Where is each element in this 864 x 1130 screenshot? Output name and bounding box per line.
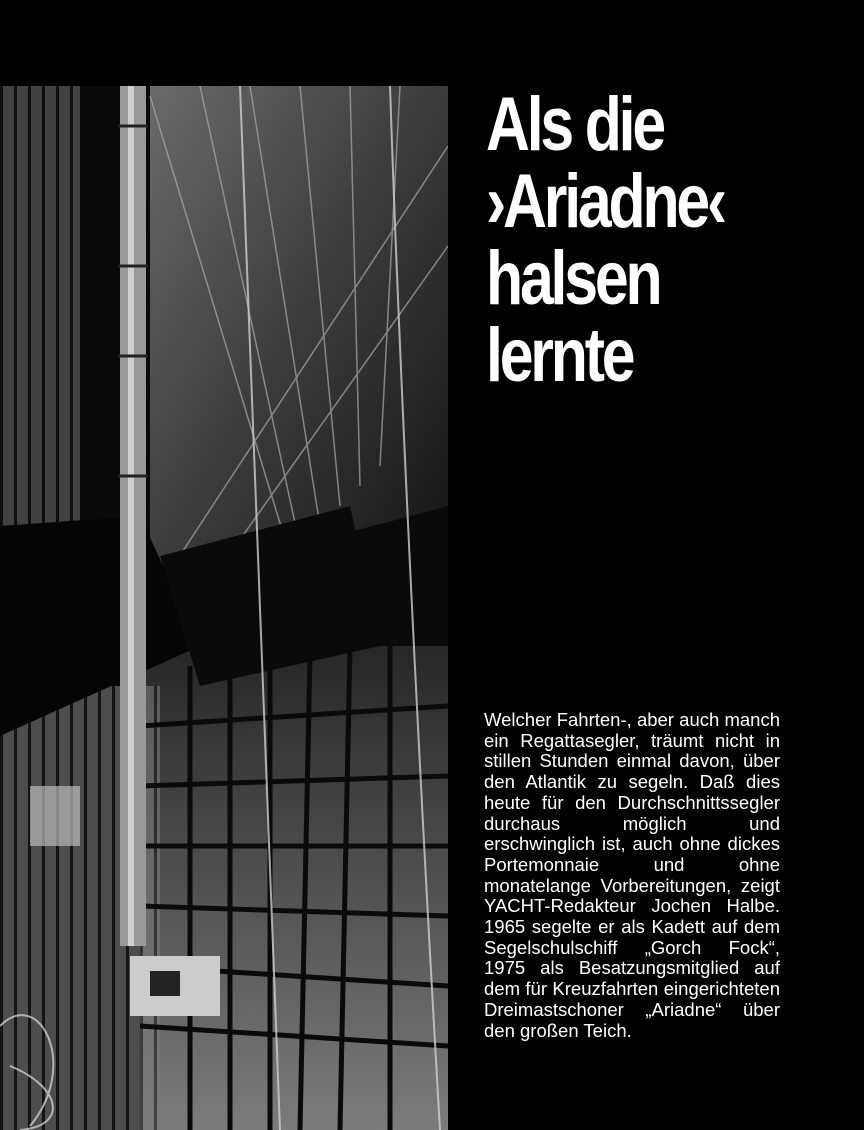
headline-line: ›Ariadne‹ bbox=[486, 159, 725, 244]
teaser-paragraph: Welcher Fahrten-, aber auch manch ein Regattasegler, träumt nicht in stillen Stunden einmal davon, über den Atlantik zu segeln. Daß dies heute für den Durchschnittssegler durchaus möglich und erschwinglich ist, auch ohne dickes Portemonnaie und ohne monatelange Vorbereitungen, zeigt YACHT-Redakteur Jochen Halbe. 1965 segelte er als Kadett auf dem Segelschulschiff „Gorch Fock“, 1975 als Besatzungsmitglied auf dem für Kreuzfahrten eingerichteten Dreimastschoner „Ariadne“ über den großen Teich. bbox=[484, 709, 780, 1041]
headline bbox=[486, 82, 782, 398]
headline-line: Als die bbox=[486, 82, 663, 167]
ship-rigging-photo bbox=[0, 86, 448, 1130]
headline-line: halsen bbox=[486, 236, 660, 321]
headline-line: lernte bbox=[486, 313, 633, 398]
